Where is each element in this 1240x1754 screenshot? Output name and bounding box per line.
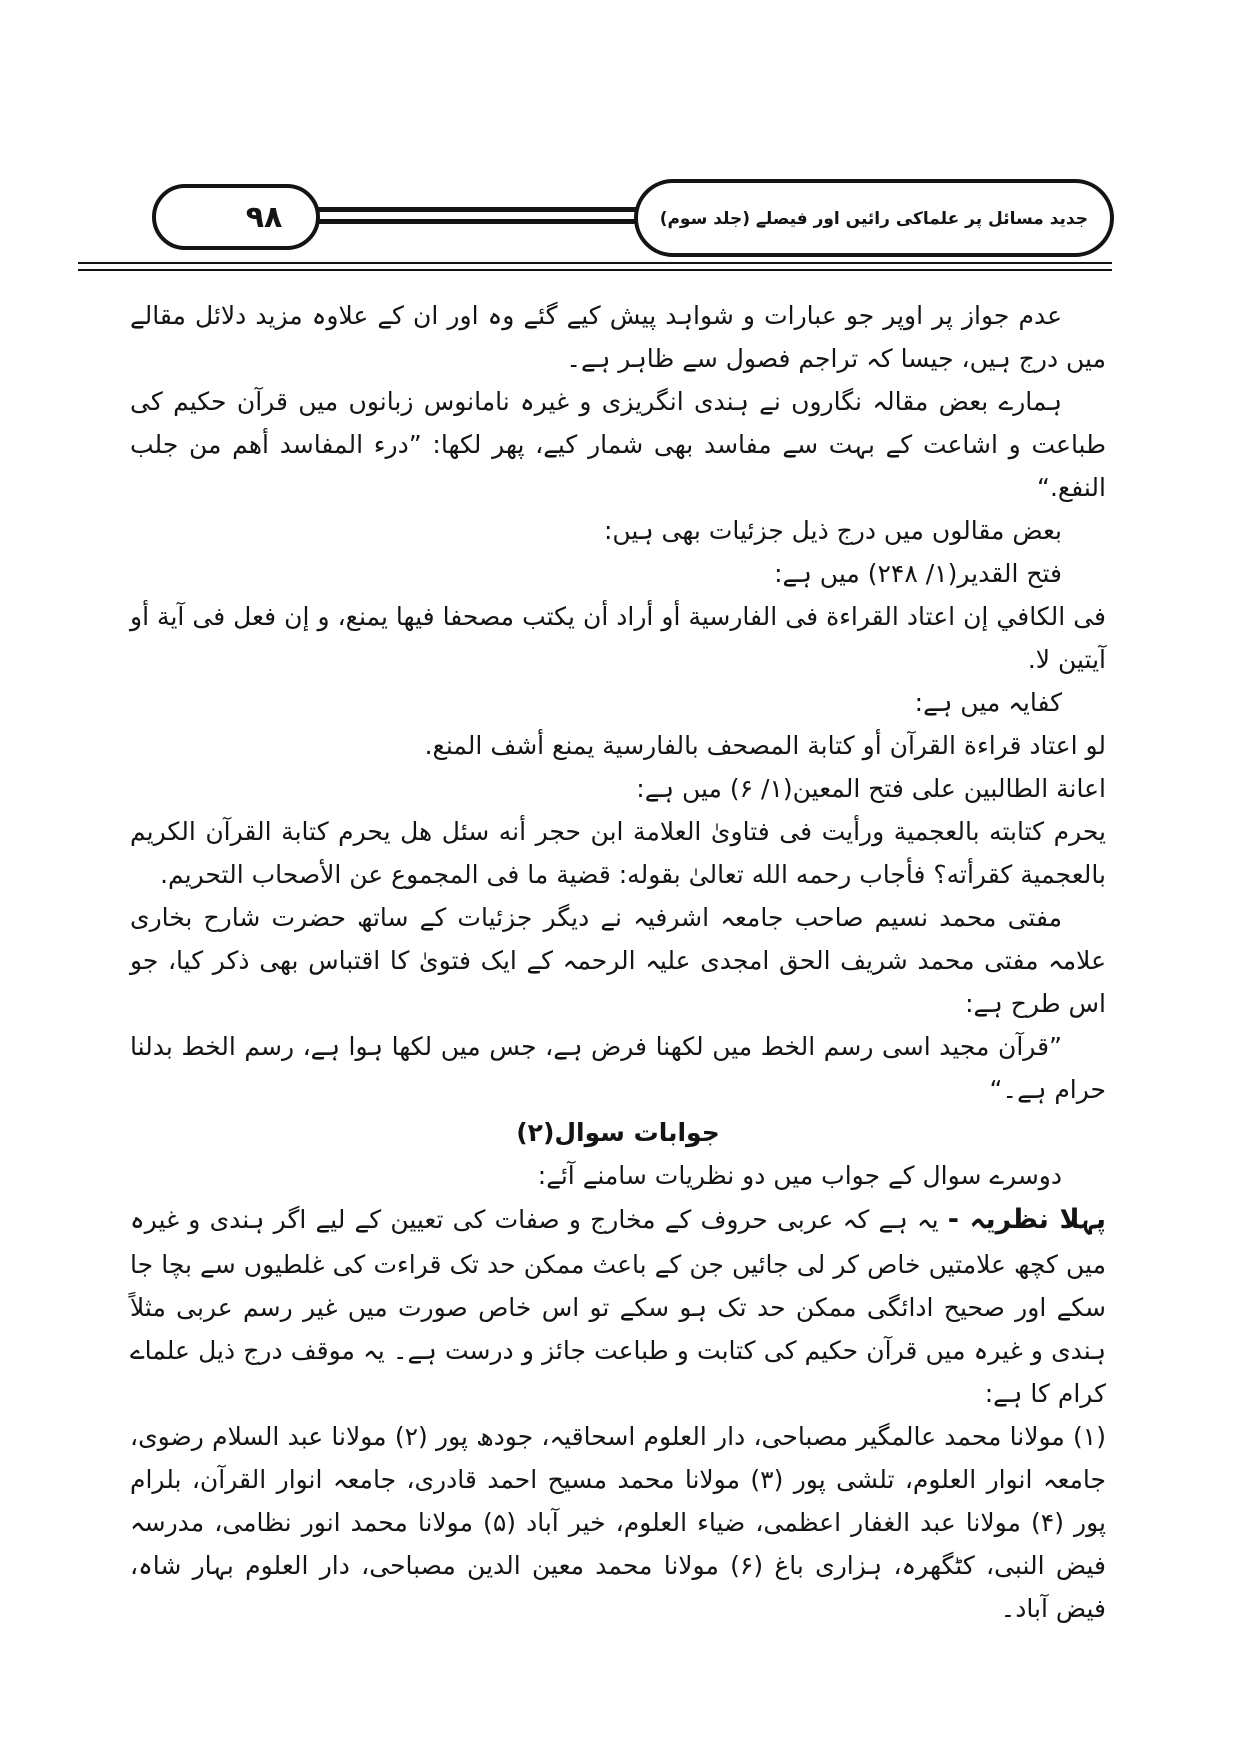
- urdu-quote-fatwa: ”قرآن مجید اسی رسم الخط میں لکھنا فرض ہے، جس میں لکھا ہوا ہے، رسم الخط بدلنا حرام ہے۔“: [130, 1032, 1106, 1104]
- page-number-badge: [152, 184, 320, 250]
- paragraph-scholars-list: (۱) مولانا محمد عالمگیر مصباحی، دار العلوم اسحاقیہ، جودھ پور (۲) مولانا عبد السلام رضوی، جامعہ انوار العلوم، تلشی پور (۳) مولانا محمد مسیح احمد قادری، جامعہ انوار القرآن، بلرام پور (۴) مولانا عبد الغفار اعظمی، ضیاء العلوم، خیر آباد (۵) مولانا محمد انور نظامی، مدرسہ فیض النبی، کٹگھرہ، ہزاری باغ (۶) مولانا محمد معین الدین مصباحی، دار العلوم بہار شاہ، فیض آباد۔: [130, 1422, 1106, 1624]
- first-view-text: یہ ہے کہ عربی حروف کے مخارج و صفات کی تعیین کے لیے اگر ہندی و غیرہ میں کچھ علامتیں خاص کر لی جائیں جن کے باعث ممکن حد تک قراءت کی غلطیوں سے بچا جا سکے اور صحیح ادائگی ممکن حد تک ہو سکے تو اس خاص صورت میں غیر رسم عربی مثلاً ہندی و غیرہ میں قرآن حکیم کی کتابت و طباعت جائز و درست ہے۔ یہ موقف درج ذیل علماے کرام کا ہے:: [130, 1205, 1106, 1409]
- section: [130, 1111, 1106, 1154]
- paragraph-source-ianatuttalibin: اعانة الطالبین علی فتح المعین(۱/ ۶) میں ہے:: [636, 774, 1106, 803]
- header-divider: [78, 262, 1112, 271]
- book-title-badge: [634, 179, 1114, 257]
- paragraph-mufti-naseem: مفتی محمد نسیم صاحب جامعہ اشرفیہ نے دیگر جزئیات کے ساتھ حضرت شارح بخاری علامہ مفتی محمد شریف الحق امجدی علیہ الرحمہ کے ایک فتویٰ کا اقتباس بھی ذکر کیا، جو اس طرح ہے:: [130, 903, 1106, 1018]
- arabic-quote-kafi: فى الكافي إن اعتاد القراءة فى الفارسية أو أراد أن يكتب مصحفا فيها يمنع، و إن فعل فى آية أو آيتين لا.: [130, 602, 1106, 674]
- paragraph-intro-2: ہمارے بعض مقالہ نگاروں نے ہندی انگریزی و غیرہ نامانوس زبانوں میں قرآن حکیم کی طباعت و اشاعت کے بہت سے مفاسد بھی شمار کیے، پھر لکھا: ”درء المفاسد أهم من جلب النفع.“: [130, 387, 1106, 502]
- paragraph-intro-1: عدم جواز پر اوپر جو عبارات و شواہد پیش کیے گئے وہ اور ان کے علاوہ مزید دلائل مقالے میں درج ہیں، جیسا کہ تراجم فصول سے ظاہر ہے۔: [130, 301, 1106, 373]
- paragraph-first-view: [130, 1197, 1106, 1415]
- book-title: جدید مسائل پر علماکی رائیں اور فیصلے (جلد سوم): [659, 208, 1088, 229]
- paragraph-source-fathulqadir: فتح القدیر(۱/ ۲۴۸) میں ہے:: [774, 559, 1062, 588]
- section-heading: جوابات سوال(۲): [516, 1118, 720, 1147]
- arabic-quote-kifaya: لو اعتاد قراءة القرآن أو كتابة المصحف بالفارسية يمنع أشف المنع.: [424, 731, 1106, 760]
- page-number: ۹۸: [245, 199, 283, 235]
- arabic-quote-ianatuttalibin: يحرم كتابته بالعجمية ورأيت فى فتاوىٰ العلامة ابن حجر أنه سئل هل يحرم كتابة القرآن الكريم بالعجمية كقرأته؟ فأجاب رحمه الله تعالىٰ بقوله: قضية ما فى المجموع عن الأصحاب التحريم.: [130, 817, 1106, 889]
- paragraph-source-kifaya: کفایہ میں ہے:: [914, 688, 1062, 717]
- first-view-label: پہلا نظریہ -: [947, 1204, 1106, 1235]
- page-body: [130, 294, 1106, 1630]
- paragraph-two-views: دوسرے سوال کے جواب میں دو نظریات سامنے آئے:: [537, 1161, 1062, 1190]
- paragraph-lead-jitems: بعض مقالوں میں درج ذیل جزئیات بھی ہیں:: [603, 516, 1062, 545]
